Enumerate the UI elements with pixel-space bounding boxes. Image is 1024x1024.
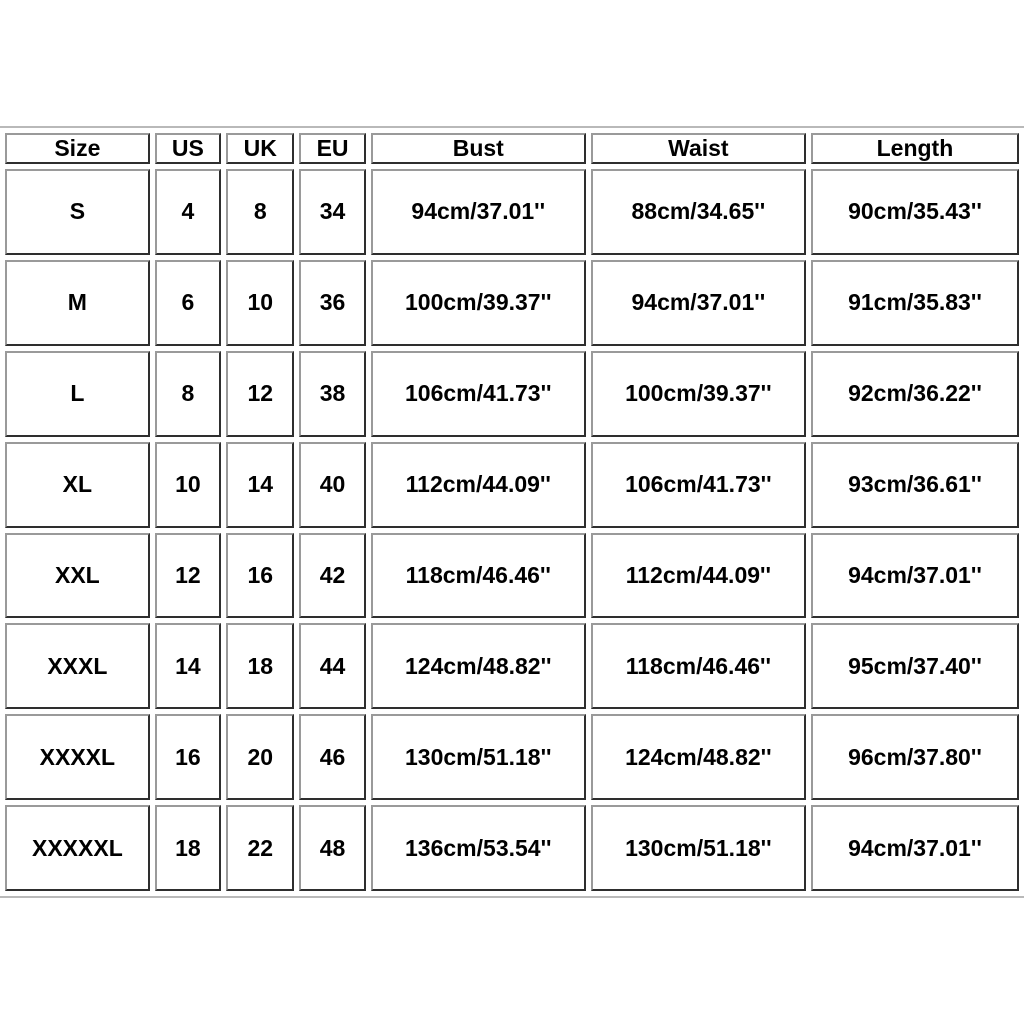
cell-uk: 16 — [226, 533, 294, 619]
cell-uk: 14 — [226, 442, 294, 528]
cell-length: 92cm/36.22'' — [811, 351, 1019, 437]
cell-eu: 40 — [299, 442, 365, 528]
size-chart-table — [0, 126, 1024, 898]
cell-uk: 22 — [226, 805, 294, 891]
header-cell-size: Size — [5, 133, 150, 164]
header-cell-waist: Waist — [591, 133, 806, 164]
cell-size: L — [5, 351, 150, 437]
cell-eu: 36 — [299, 260, 365, 346]
cell-size: XXXXXL — [5, 805, 150, 891]
header-cell-uk: UK — [226, 133, 294, 164]
cell-bust: 124cm/48.82'' — [371, 623, 586, 709]
cell-bust: 100cm/39.37'' — [371, 260, 586, 346]
cell-eu: 34 — [299, 169, 365, 255]
cell-eu: 38 — [299, 351, 365, 437]
cell-waist: 130cm/51.18'' — [591, 805, 806, 891]
cell-length: 96cm/37.80'' — [811, 714, 1019, 800]
cell-bust: 118cm/46.46'' — [371, 533, 586, 619]
cell-bust: 136cm/53.54'' — [371, 805, 586, 891]
header-cell-eu: EU — [299, 133, 365, 164]
cell-us: 14 — [155, 623, 221, 709]
cell-uk: 18 — [226, 623, 294, 709]
cell-us: 4 — [155, 169, 221, 255]
cell-waist: 124cm/48.82'' — [591, 714, 806, 800]
cell-bust: 94cm/37.01'' — [371, 169, 586, 255]
cell-eu: 44 — [299, 623, 365, 709]
cell-waist: 112cm/44.09'' — [591, 533, 806, 619]
header-cell-bust: Bust — [371, 133, 586, 164]
cell-us: 12 — [155, 533, 221, 619]
cell-waist: 100cm/39.37'' — [591, 351, 806, 437]
cell-eu: 42 — [299, 533, 365, 619]
table-row — [5, 805, 1019, 891]
header-row — [5, 133, 1019, 164]
cell-bust: 106cm/41.73'' — [371, 351, 586, 437]
cell-size: XL — [5, 442, 150, 528]
table-row — [5, 351, 1019, 437]
cell-us: 8 — [155, 351, 221, 437]
cell-uk: 12 — [226, 351, 294, 437]
cell-waist: 88cm/34.65'' — [591, 169, 806, 255]
table-row — [5, 623, 1019, 709]
cell-length: 91cm/35.83'' — [811, 260, 1019, 346]
table-row — [5, 533, 1019, 619]
cell-bust: 112cm/44.09'' — [371, 442, 586, 528]
cell-uk: 8 — [226, 169, 294, 255]
cell-size: M — [5, 260, 150, 346]
cell-bust: 130cm/51.18'' — [371, 714, 586, 800]
cell-size: XXXXL — [5, 714, 150, 800]
cell-waist: 106cm/41.73'' — [591, 442, 806, 528]
cell-length: 95cm/37.40'' — [811, 623, 1019, 709]
cell-us: 18 — [155, 805, 221, 891]
table-row — [5, 442, 1019, 528]
cell-eu: 48 — [299, 805, 365, 891]
cell-us: 10 — [155, 442, 221, 528]
table-row — [5, 714, 1019, 800]
cell-waist: 118cm/46.46'' — [591, 623, 806, 709]
cell-uk: 20 — [226, 714, 294, 800]
cell-us: 16 — [155, 714, 221, 800]
table-row — [5, 260, 1019, 346]
cell-us: 6 — [155, 260, 221, 346]
header-cell-us: US — [155, 133, 221, 164]
cell-length: 90cm/35.43'' — [811, 169, 1019, 255]
cell-size: XXL — [5, 533, 150, 619]
cell-size: XXXL — [5, 623, 150, 709]
cell-size: S — [5, 169, 150, 255]
header-cell-length: Length — [811, 133, 1019, 164]
cell-length: 94cm/37.01'' — [811, 533, 1019, 619]
cell-uk: 10 — [226, 260, 294, 346]
cell-length: 94cm/37.01'' — [811, 805, 1019, 891]
table-row — [5, 169, 1019, 255]
cell-length: 93cm/36.61'' — [811, 442, 1019, 528]
cell-waist: 94cm/37.01'' — [591, 260, 806, 346]
cell-eu: 46 — [299, 714, 365, 800]
